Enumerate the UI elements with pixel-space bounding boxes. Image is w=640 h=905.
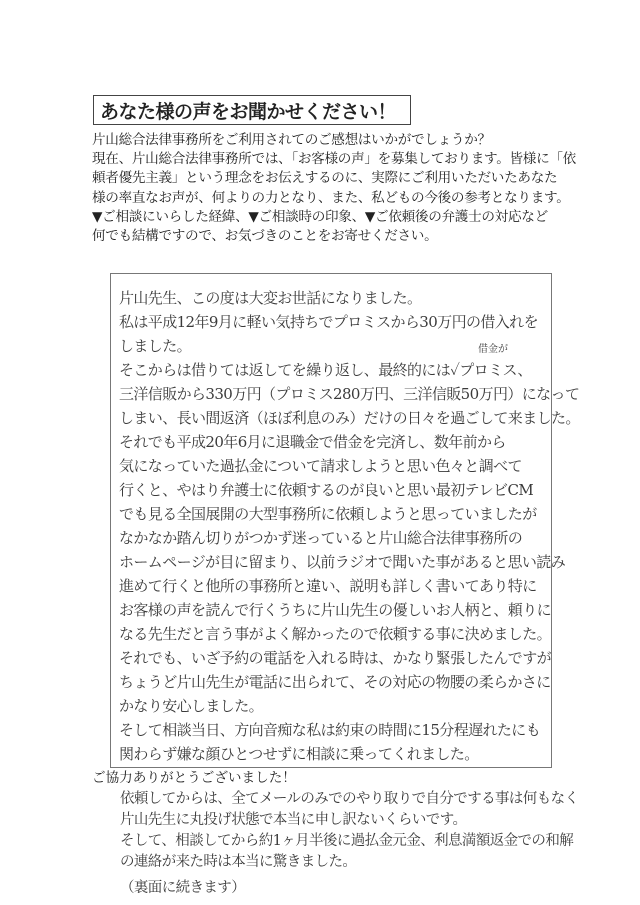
insert-note: 借金が	[478, 344, 508, 355]
handwritten-line: そして、相談してから約1ヶ月半後に過払金元金、利息満額返金での和解	[120, 833, 574, 849]
handwritten-line: なる先生だと言う事がよく解かったので依頼する事に決めました。	[119, 625, 552, 643]
handwritten-line: 私は平成12年9月に軽い気持ちでプロミスから30万円の借入れを	[119, 313, 538, 331]
thanks-text: ご協力ありがとうございました！	[92, 770, 296, 786]
handwritten-line: それでも、いざ予約の電話を入れる時は、かなり緊張したんですが	[119, 649, 552, 667]
handwritten-comment-box	[110, 273, 580, 768]
handwritten-line: かなり安心しました。	[119, 697, 264, 715]
handwritten-line: 行くと、やはり弁護士に依頼するのが良いと思い最初テレビCM	[119, 481, 534, 499]
continuation-note: （裏面に続きます）	[120, 880, 246, 896]
handwritten-line: なかなか踏ん切りがつかず迷っていると片山総合法律事務所の	[119, 529, 523, 547]
handwritten-line: そこからは借りては返してを繰り返し、最終的には✓プロミス、	[119, 361, 532, 379]
intro-line: 片山総合法律事務所をご利用されてのご感想はいかがでしょうか？	[92, 132, 491, 148]
handwritten-line: 片山先生に丸投げ状態で本当に申し訳ないくらいです。	[120, 812, 467, 828]
handwritten-line: 依頼してからは、全てメールのみでのやり取りで自分でする事は何もなく	[120, 791, 579, 807]
handwritten-line: そして相談当日、方向音痴な私は約束の時間に15分程遅れたにも	[119, 721, 541, 739]
handwritten-continued	[120, 789, 578, 899]
intro-line: 何でも結構ですので、お気づきのことをお寄せください。	[92, 228, 438, 245]
page-title: あなた様の声をお聞かせください！	[100, 100, 397, 123]
intro-text	[92, 131, 576, 246]
handwritten-line: お客様の声を読んで行くうちに片山先生の優しいお人柄と、頼りに	[119, 601, 552, 619]
intro-line: 現在、片山総合法律事務所では、「お客様の声」を募集しております。皆様に「依	[92, 151, 576, 168]
handwritten-line: 気になっていた過払金について請求しようと思い色々と調べて	[119, 457, 522, 475]
handwritten-line: 片山先生、この度は大変お世話になりました。	[119, 289, 422, 307]
handwritten-line: しまい、長い間返済（ほぼ利息のみ）だけの日々を過ごして来ました。	[119, 409, 580, 427]
handwritten-line: 関わらず嫌な顔ひとつせずに相談に乗ってくれました。	[119, 745, 479, 763]
handwritten-comment	[119, 286, 580, 766]
handwritten-line: 進めて行くと他所の事務所と違い、説明も詳しく書いてあり特に	[119, 577, 537, 595]
page-title-box	[93, 95, 411, 125]
handwritten-line: ホームページが目に留まり、以前ラジオで聞いた事があると思い読み	[119, 553, 566, 571]
intro-line: 様の率直なお声が、何よりの力となり、また、私どもの今後の参考となります。	[92, 189, 570, 206]
handwritten-line: でも見る全国展開の大型事務所に依頼しようと思っていましたが	[119, 505, 537, 523]
handwritten-line: しました。	[119, 337, 192, 355]
handwritten-line: ちょうど片山先生が電話に出られて、その対応の物腰の柔らかさに	[119, 673, 551, 691]
handwritten-line: それでも平成20年6月に退職金で借金を完済し、数年前から	[119, 433, 506, 451]
handwritten-line: の連絡が来た時は本当に驚きました。	[120, 854, 357, 870]
intro-line: 頼者優先主義」という理念をお伝えするのに、実際にご利用いただいたあなた	[92, 170, 558, 187]
intro-line: ▼ご相談にいらした経緯、▼ご相談時の印象、▼ご依頼後の弁護士の対応など	[92, 208, 548, 225]
handwritten-line: 三洋信販から330万円（プロミス280万円、三洋信販50万円）になって	[119, 385, 580, 403]
